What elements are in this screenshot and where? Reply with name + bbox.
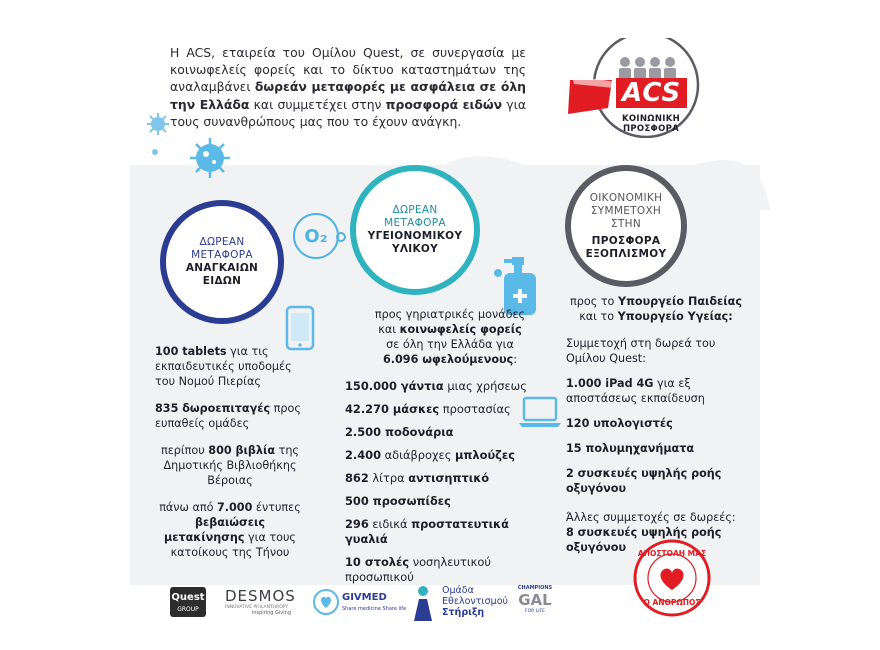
equipment-other-bold: 8 συσκευές υψηλής ροής οξυγόνου [566,526,722,554]
medical-row [345,425,555,440]
quest-logo-group: GROUP [177,606,199,613]
c1-bold-1: ΑΝΑΓΚΑΙΩΝ [185,262,259,274]
mission-badge-bottom: Ο ΑΝΘΡΩΠΟΣ [643,598,701,607]
equipment-item [566,466,746,496]
medical-row-bold-2: μπλούζες [455,448,515,462]
c3-bold-2: ΕΞΟΠΛΙΣΜΟΥ [585,247,667,260]
circle-transport-medical [350,165,480,295]
champions-sub: FOR LIFE [525,609,545,614]
quest-logo-text: Quest [171,592,205,603]
goods-item-cert-bold: 7.000 [216,501,253,514]
medical-row-bold: 150.000 γάντια [345,379,444,393]
champions-logo [517,585,553,621]
omada-logo-text [442,585,508,618]
c1-light-2: ΜΕΤΑΦΟΡΑ [191,249,253,261]
medical-row-bold: 500 προσωπίδες [345,494,451,508]
medical-row-text: μιας χρήσεως [443,379,527,393]
medical-row-bold: 42.270 μάσκες [345,402,440,416]
equipment-header-2-bold: Υπουργείο Υγείας: [617,310,733,323]
goods-item-vouchers-text: προς ευπαθείς ομάδες [155,402,301,430]
mission-badge-top: ΑΠΟΣΤΟΛΗ ΜΑΣ [637,549,707,558]
quest-logo [170,587,206,617]
omada-line-3: Στήριξη [442,607,485,618]
acs-subtitle: ΚΟΙΝΩΝΙΚΗ ΠΡΟΣΦΟΡΑ [622,114,680,134]
c2-bold-1: ΥΓΕΙΟΝΟΜΙΚΟΥ [367,230,463,242]
c3-bold-1: ΠΡΟΣΦΟΡΑ [591,234,661,247]
circle-transport-goods [160,200,284,324]
medical-row-text: αδιάβροχες [381,448,456,462]
omada-logo [410,583,510,623]
medical-row-text: προστασίας [439,402,511,416]
omada-icon [410,585,436,621]
medical-header-2-bold: κοινωφελείς φορείς [399,323,522,336]
intro-text-2: και συμμετέχει στην [249,96,386,112]
equipment-header [566,294,746,324]
givmed-icon [312,588,340,616]
goods-item-cert-text: έντυπες [252,501,301,514]
equipment-item-bold: 120 υπολογιστές [566,417,673,430]
medical-row [345,471,555,486]
equipment-item [566,376,746,406]
medical-header [345,307,555,367]
equipment-item-bold: 2 συσκευές υψηλής ροής οξυγόνου [566,467,722,495]
desmos-logo [225,587,305,619]
c3-light-1: ΟΙΚΟΝΟΜΙΚΗ [589,191,663,204]
equipment-header-1-bold: Υπουργείο Παιδείας [617,295,742,308]
medical-header-2 [345,322,555,337]
goods-item-tablets-text: για τις εκπαιδευτικές υποδομές του Νομού Πιερίας [155,345,292,388]
circle-financial-contribution [565,165,687,287]
intro-bold-1: δωρεάν μεταφορές με ασφάλεια σε όλη την Ελλάδα [170,79,526,112]
goods-item-vouchers [155,401,305,431]
equipment-header-2 [566,309,746,324]
equipment-subtitle: Συμμετοχή στη δωρεά του Ομίλου Quest: [566,337,716,365]
column-equipment [566,294,746,555]
desmos-tagline-1: INNOVATIVE PHILANTHROPY [225,605,289,610]
c3-light-2: ΣΥΜΜΕΤΟΧΗ [590,204,662,217]
givmed-logo-text: GIVMED [342,592,387,603]
medical-row-text: ειδικά [368,517,412,531]
equipment-item-bold: 1.000 iPad 4G [566,377,654,390]
equipment-item-text: για εξ αποστάσεως εκπαίδευση [566,377,705,405]
c2-bold-2: ΥΛΙΚΟΥ [391,243,439,255]
acs-logo [568,38,708,138]
medical-row-bold-2: προστατευτικά γυαλιά [345,517,509,546]
oxygen-icon: O₂ [293,213,339,259]
medical-row [345,379,555,394]
acs-logo-text: ACS [616,78,687,108]
desmos-logo-text: DESMOS [225,587,296,605]
mission-badge [632,538,712,618]
medical-row [345,494,555,509]
intro-bold-2: προσφορά ειδών [385,96,503,112]
medical-row-bold: 862 [345,471,369,485]
goods-item-tablets-bold: 100 tablets [155,345,227,358]
c1-light-1: ΔΩΡΕΑΝ [199,236,245,248]
omada-line-1: Ομάδα [442,585,474,596]
givmed-tagline: Share medicine Share life [342,606,407,612]
goods-item-cert-bold-2: βεβαιώσεις μετακίνησης [163,516,265,544]
omada-line-2: Εθελοντισμού [442,596,508,607]
intro-text-3: για τους συνανθρώπους μας που το έχουν ανάγκη. [170,96,526,129]
medical-header-4-text: : [513,353,518,366]
champions-main: GAL [518,591,552,609]
equipment-other-label: Άλλες συμμετοχές σε δωρεές: [566,511,736,524]
medical-row-bold: 296 [345,517,369,531]
equipment-item-bold: 15 πολυμηχανήματα [566,442,695,455]
medical-row-bold: 2.500 ποδονάρια [345,425,454,439]
equipment-item [566,416,746,431]
equipment-item [566,441,746,456]
medical-row [345,448,555,463]
c2-light-1: ΔΩΡΕΑΝ [392,204,438,216]
medical-header-4-bold: 6.096 ωφελούμενους [382,353,514,366]
medical-row-bold: 10 στολές [345,555,410,569]
virus-icon [140,108,240,188]
medical-row [345,555,555,585]
goods-item-cert-text-2: για τους κατοίκους της Τήνου [170,531,296,559]
column-goods [155,344,305,572]
medical-row-text: νοσηλευτικού προσωπικού [345,555,491,584]
c3-light-3: ΣΤΗΝ [611,217,641,230]
medical-row [345,517,555,547]
goods-item-books-text: της Δημοτικής Βιβλιοθήκης Βέροιας [163,444,299,487]
goods-item-cert-pre: πάνω από [159,501,217,514]
medical-header-3: σε όλη την Ελλάδα για [386,338,514,351]
givmed-logo [312,586,407,620]
goods-item-books [155,443,305,488]
medical-row-bold: 2.400 [345,448,382,462]
medical-header-1: προς γηριατρικές μονάδες [374,308,526,321]
medical-row-text: λίτρα [368,471,409,485]
column-medical [345,307,555,593]
goods-item-books-bold: 800 βιβλία [208,444,276,457]
medical-row [345,402,555,417]
intro-text-1: Η ACS, εταιρεία του Ομίλου Quest, σε συνεργασία με κοινωφελείς φορείς και το δίκτυο καταστημάτων της αναλαμβάνει [170,45,526,95]
c1-bold-2: ΕΙΔΩΝ [202,275,242,287]
bubble-icon [336,232,346,242]
c2-light-2: ΜΕΤΑΦΟΡΑ [384,217,446,229]
equipment-header-1-pre: προς το [570,295,618,308]
goods-item-books-pre: περίπου [161,444,209,457]
champions-top: CHAMPIONS [517,585,553,591]
goods-item-certificates [155,500,305,560]
goods-item-tablets [155,344,305,389]
desmos-tagline-2: inspiring Giving [251,610,291,616]
equipment-header-2-pre: και το [579,310,618,323]
medical-header-4 [345,352,555,367]
medical-row-bold-2: αντισηπτικό [408,471,490,485]
equipment-header-1 [566,294,746,309]
medical-header-2-pre: και [378,323,400,336]
goods-item-vouchers-bold: 835 δωροεπιταγές [155,402,271,415]
